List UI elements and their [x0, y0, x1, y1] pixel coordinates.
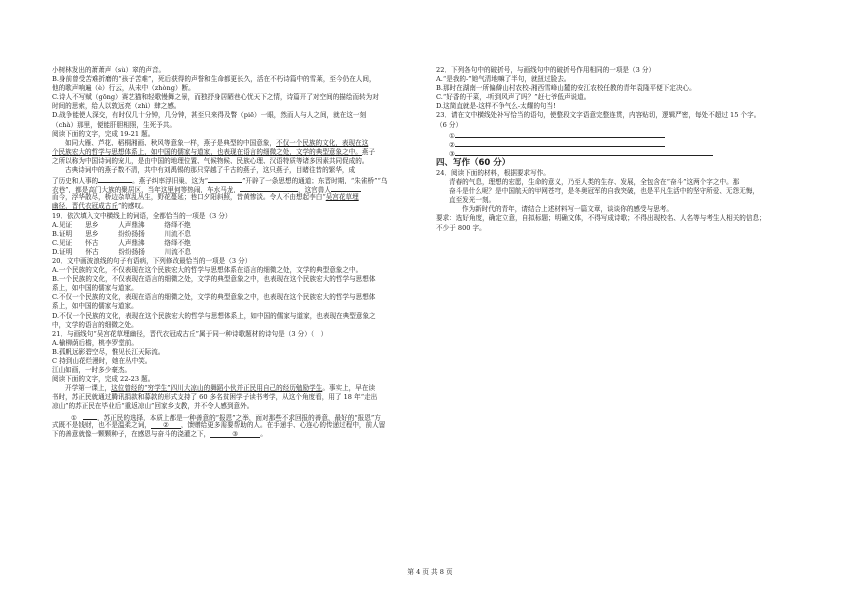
fill-blank-1: ①: [65, 414, 83, 421]
passage-2-line-1: 古典诗词中的燕子数不清，共中有刘禹锡的那只穿越了千古的燕子，这只燕子，目睹往昔的繁华，成: [65, 166, 356, 175]
material-line-1: 青春的气息，理想的宏愿，生命的意义，乃至人类的生存、发展，全包含在“奋斗”这两个字之中。那: [449, 178, 740, 187]
question-19: 19．依次填入文中横线上的词语，全都恰当的一项是（3 分）: [52, 211, 232, 220]
question-20-option-b-line-1: B.一个民族的文化，不仅表现在语言的细微之处，文学的典型意象之中，也表现在这个民族宏大的哲学与思想体: [52, 275, 376, 284]
question-21: 21．与画线句“吴宫花草埋幽径，晋代衣冠成古丘”属于同一种诗歌题材的诗句是（3 分）（ ）: [52, 329, 328, 338]
passage-3-line-1: 开学第一课上，这位曾经的“穷学生”四川大凉山的舞蹈小伙并正民用自己的经历勉励学生。事实上，早在读: [65, 384, 376, 393]
fill-blank: [83, 412, 97, 420]
option-c-line-1: C.诗人不写赋（gōng）赛艺猫和轻歌慢舞之景，而独抒身居陋巷心忧天下之情，诗篇开了对空间的描绘而转为对: [52, 93, 379, 102]
option-d-line-1: D.战争能使人深交，有时仅几十分钟，几分钟，甚至只来得及瞥（piē）一眼，然而人与人之间，就在这一刻: [52, 111, 367, 120]
option-b-line-2: 他的歌声响遍（è）行云，从未中（zhòng）断。: [52, 84, 195, 93]
passage-3-line-2: 书时，苏正民就通过腾讯捐款和募款的形式支持了 60 多名贫困学子读书考学，从这个角度看，用了 18 年“走出: [52, 393, 378, 402]
question-22-option-c: C.“好香的干菜，-听到风声了吗？”赶七爷低声说道。: [436, 93, 591, 102]
passage-4-line-1: ① ，苏正民的选择，本质上都是一种善意的“报恩”之举，面对那些不求回报的善意，最好的“报恩”方: [52, 412, 407, 421]
passage-1-line-2: 个民族宏大的哲学与思想体系上，如中国的儒家与道家，也表现在语言的细微之处，文学的典型意象之中。燕子: [52, 147, 376, 156]
passage-4-line-2: 式既不是钱财，也不是温柔之词， ② ，馈赠给更多需要帮助的人。在手递手、心连心的传递过程中，前人留: [52, 420, 386, 429]
question-19-option-a: A.见证 思乡 人声鼎沸 络绎不绝: [52, 220, 191, 229]
question-22: 22．下列各句中的破折号，与画线句中的破折号作用相同的一项是（3 分）: [436, 66, 656, 74]
passage-2-line-5: 幽径，晋代衣冠成古丘”的感叹。: [52, 202, 148, 211]
question-23-line-2: （6 分）: [436, 120, 463, 129]
answer-blank-2[interactable]: [455, 139, 665, 147]
question-21-option-c: C 持到山花烂漫时，她在丛中笑。: [52, 357, 152, 365]
answer-line-2: ②: [436, 139, 791, 148]
question-21-option-d: 江山如画，一时多少豪杰。: [52, 366, 132, 375]
right-column: [436, 66, 791, 233]
question-20-option-c-line-1: C.不仅一个民族的文化，表现在语言的细微之处，文学的典型意象之中，也表现在这个民族宏大的哲学与思想体: [52, 293, 376, 302]
option-c-line-2: 时间的思索，给人以敦远亮（zhì）肆之感。: [52, 102, 181, 111]
question-23-line-1: 23．请在文中横线处补写恰当的语句，使整段文字语意完整连贯，内容贴切，逻辑严密，每处不超过 15 个字。: [436, 111, 761, 120]
question-19-option-b: B.证明 思乡 纷纷扬扬 川流不息: [52, 229, 191, 238]
left-column: [52, 66, 407, 439]
question-22-option-b: B.那时在湖南一所偏僻山村农校-湘西雪峰山麓的安江农校任教的青年袁隆平便下定决心。: [436, 84, 696, 93]
question-20: 20．文中画波浪线的句子有语病，下列修改最恰当的一项是（3 分）: [52, 256, 252, 265]
fill-blank-3: ③: [210, 430, 260, 438]
option-a-tail: 小树林发出的萧萧声（sù）窣的声音。: [52, 66, 166, 74]
passage-2-line-4: 而今，浮华散尽，桥边杂草乱丛生，野花蔓延；巷口夕阳斜照，昔黄惨淡。令人不由想起李白“吴宫花草埋: [52, 193, 359, 202]
fill-blank: [240, 184, 298, 192]
requirement-line-2: 不少于 800 字。: [436, 223, 486, 232]
fill-blank-2: ②: [151, 421, 181, 429]
passage-1-line-3: 之所以称为中国诗词的宠儿，是由中国的地理位置、气候物候、民族心理、汉语特质等诸多因素共同促成的。: [52, 156, 369, 165]
reading-instruction-22-23: 阅读下面的文字，完成 22-23 题。: [52, 375, 155, 384]
passage-2-line-2: 了历史和人事的 。燕子纠率浮旧巢，这为“ ”开辟了一条思想的通道；东晋时期，“朱雀桥”“乌: [52, 177, 388, 185]
writing-section-title: 四、写作（60 分）: [436, 157, 511, 168]
fill-blank: [331, 184, 361, 192]
answer-blank-3[interactable]: [455, 148, 713, 156]
question-20-option-b-line-2: 系上，如中国的儒家与道家。: [52, 284, 138, 293]
passage-1-line-1: 如同大雁、芦花、稻桐湘画、秋风等意象一样，燕子是典型的中国意象，不仅一个民族的文化，表现在这: [65, 138, 369, 147]
question-20-option-d-line-1: D.不仅一个民族的文化，表现在这个民族宏大的哲学与思想体系上，如中国的儒家与道家，也表现在典型意象之: [52, 311, 376, 320]
question-24: 24．阅读下面的材料，根据要求写作。: [436, 168, 550, 177]
question-20-option-a: A.一个民族的文化，不仅表现在这个民族宏大的哲学与思想体系在语言的细微之处，文学的典型意象之中。: [52, 266, 363, 275]
question-21-option-b: B.孤帆远影碧空尽，惟见长江天际流。: [52, 347, 165, 356]
material-line-3: 直至发光一刻。: [449, 196, 496, 205]
question-21-option-a: A.榆柳荫后檐，桃李罗堂前。: [52, 338, 138, 347]
question-19-option-c: C.见证 怀古 人声鼎沸 络绎不绝: [52, 238, 191, 247]
passage-2-line-3: 衣巷”，都是高门大族的聚居区，当年这里何等热闹，车水马龙， ，这官兽人: [52, 184, 407, 193]
answer-line-1: ①: [436, 130, 791, 139]
option-d-line-2: （chà）那里，便能肝胆相照，生死予共。: [52, 120, 176, 129]
requirement-line-1: 要求：选好角度，确定立意，自拟标题；明确文体，不得写成诗歌；不得出现校名、人名等与考生人相关的信息；: [436, 214, 766, 223]
fill-blank: [208, 175, 242, 183]
option-b-line-1: B.身前曾受苦难折磨的“孩子苦难”，死后获得的声誉和生命都更长久，活在不朽诗篇中的雪莱，至今仍在人间，: [52, 75, 376, 84]
material-line-4: 作为新时代的青年，请结合上述材料写一篇文章，谈谈你的感受与思考。: [462, 205, 673, 214]
reading-instruction-19-21: 阅读下面的文字，完成 19-21 题。: [52, 129, 155, 138]
material-line-2: 奋斗是什么呢？是中国航天的甲网苍穹，是冬奥冠军的自我突破，也是平凡生活中的坚守所爱、无怨无悔，: [449, 187, 759, 196]
answer-blank-1[interactable]: [455, 130, 665, 138]
fill-blank: [98, 175, 132, 183]
passage-3-line-3: 凉山”的苏正民在毕业后“重返凉山”回家乡支教，并不令人感到意外。: [52, 402, 254, 411]
question-20-option-d-line-2: 中，文学的语言的细微之处。: [52, 320, 138, 329]
question-20-option-c-line-2: 系上，如中国的儒家与道家。: [52, 302, 138, 311]
question-19-option-d: D.证明 怀古 纷纷扬扬 川流不息: [52, 247, 192, 256]
question-22-option-a: A.“是我的-”她气清地嘛了半句，就扭过脸去。: [436, 75, 571, 84]
page-number: 第 4 页 共 8 页: [407, 568, 453, 576]
passage-4-line-3: 下的善意就像一颗颗种子，在感恩与奋斗的浇灌之下， ③ 。: [52, 429, 267, 438]
answer-line-3: ③: [436, 148, 791, 157]
question-22-option-d: D.这简直就是-这样不争气么-太耀的句当!: [436, 102, 556, 111]
